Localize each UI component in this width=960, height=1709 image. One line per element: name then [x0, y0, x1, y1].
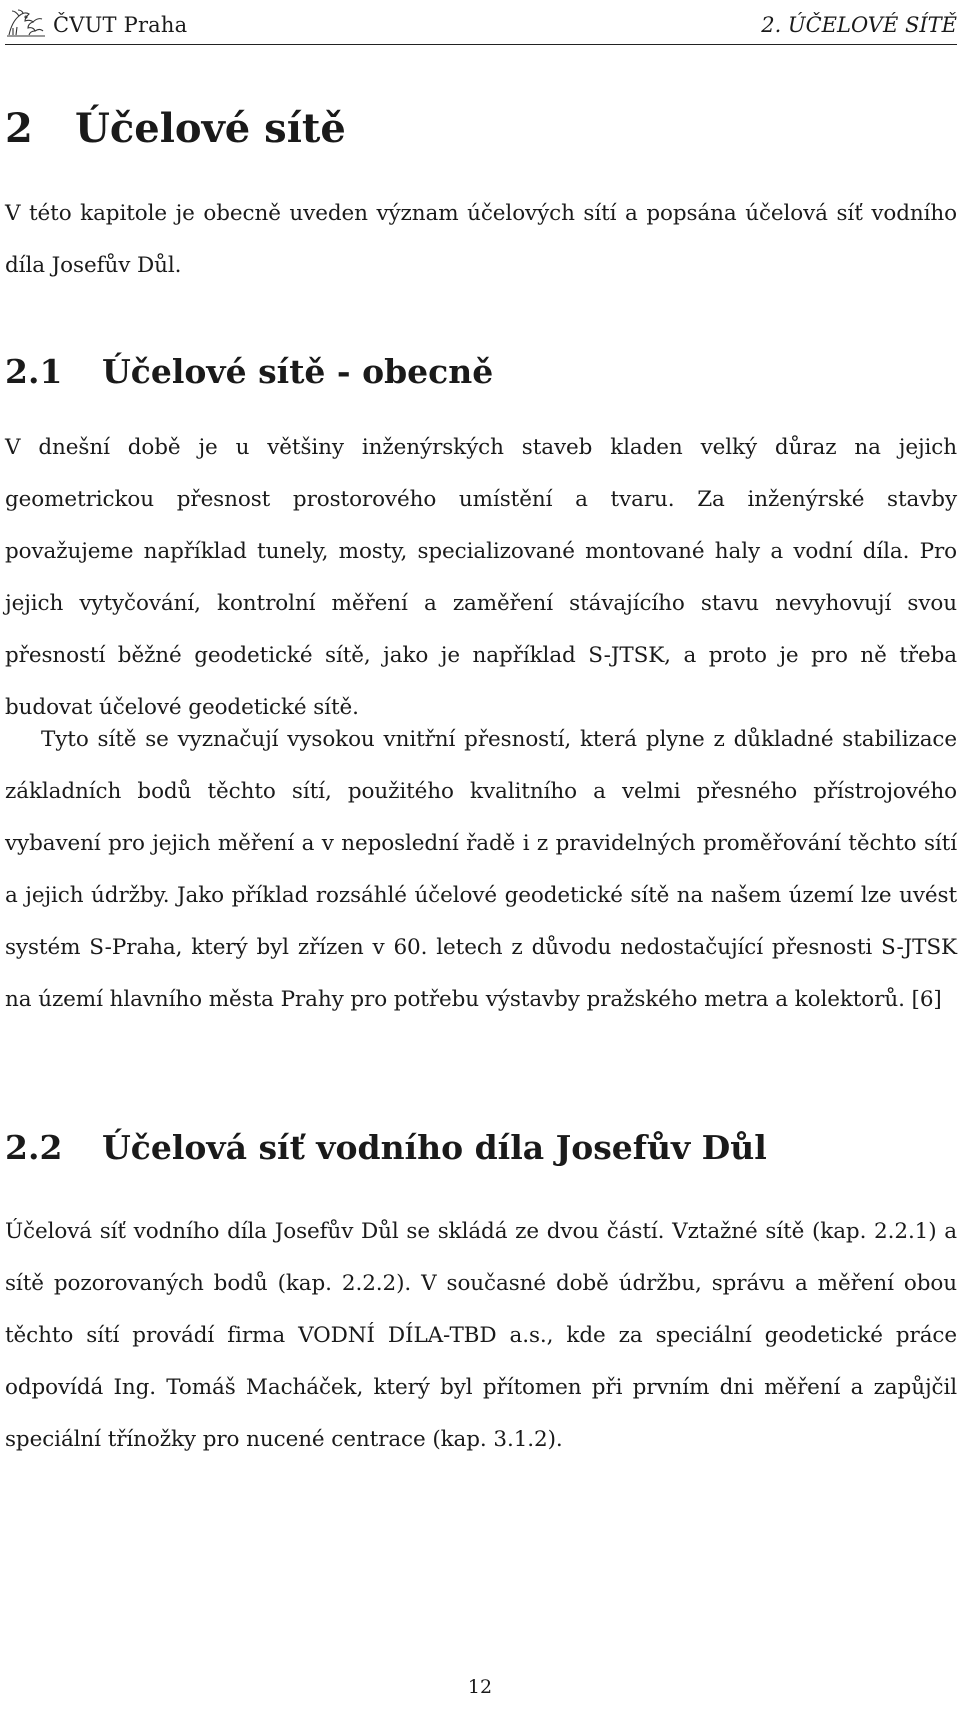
header-chapter: 2. ÚČELOVÉ SÍTĚ [761, 13, 957, 37]
chapter-intro: V této kapitole je obecně uveden význam účelových sítí a popsána účelová síť vodního díla Josefův Důl. [5, 201, 957, 278]
cvut-lion-logo-icon [5, 8, 49, 38]
chapter-title [5, 100, 346, 158]
section-number: 2.1 [5, 352, 63, 391]
chapter-title-text: Účelové sítě [75, 105, 346, 152]
section-title: Účelové sítě - obecně [102, 352, 494, 391]
page-number: 12 [467, 1676, 493, 1698]
paragraph: Účelová síť vodního díla Josefův Důl se skládá ze dvou částí. Vztažné sítě (kap. 2.2.1) a sítě pozorovaných bodů (kap. 2.2.2). V současné době údržbu, správu a měření obou těchto sítí provádí firma VODNÍ DÍLA-TBD a.s., kde za speciální geodetické práce odpovídá Ing. Tomáš Macháček, který byl přítomen při prvním dni měření a zapůjčil speciální třínožky pro nucené centrace (kap. 3.1.2). [5, 1219, 957, 1452]
paragraph: V dnešní době je u většiny inženýrských staveb kladen velký důraz na jejich geometrickou přesnost prostorového umístění a tvaru. Za inženýrské stavby považujeme například tunely, mosty, specializované montované haly a vodní díla. Pro jejich vytyčování, kontrolní měření a zaměření stávajícího stavu nevyhovují svou přesností běžné geodetické sítě, jako je například S-JTSK, a proto je pro ně třeba budovat účelové geodetické sítě. [5, 435, 957, 720]
section-heading-2-1 [5, 348, 493, 396]
section-title: Účelová síť vodního díla Josefův Důl [102, 1128, 767, 1167]
chapter-number: 2 [5, 105, 33, 152]
section-number: 2.2 [5, 1128, 63, 1167]
section-heading-2-2 [5, 1124, 767, 1172]
paragraph: Tyto sítě se vyznačují vysokou vnitřní přesností, která plyne z důkladné stabilizace základních bodů těchto sítí, použitého kvalitního a velmi přesného přístrojového vybavení pro jejich měření a v neposlední řadě i z pravidelných proměřování těchto sítí a jejich údržby. Jako příklad rozsáhlé účelové geodetické sítě na našem území lze uvést systém S-Praha, který byl zřízen v 60. letech z důvodu nedostačující přesnosti S-JTSK na území hlavního města Prahy pro potřebu výstavby pražského metra a kolektorů. [6] [5, 727, 957, 1012]
running-header [5, 6, 957, 45]
header-university: ČVUT Praha [53, 13, 188, 37]
